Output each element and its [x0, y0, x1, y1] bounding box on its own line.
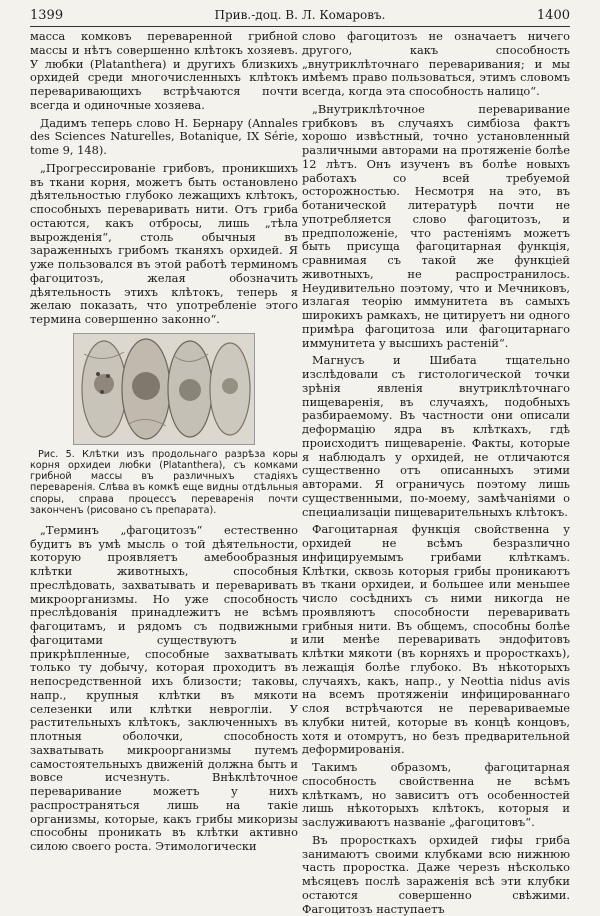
paragraph: „Внутриклѣточное переваривание грибковъ въ случаяхъ симбіоза фактъ хорошо извѣстный, точно установленный различными авторами на протяженіе болѣе 12 лѣтъ. Онъ изученъ въ болѣе новыхъ работахъ со всей требуемой осторожностью. Несмотря на это, въ ботанической литературѣ почти не употребляется слово фагоцитозъ, и предположеніе, что растеніямъ можетъ быть присуща фагоцитарная функція, сравнимая съ такой же функціей животныхъ, не распространилось. Неудивительно поэтому, что и Мечниковъ, излагая теорію иммунитета въ самыхъ широкихъ рамкахъ, не цитируетъ ни одного примѣра фагоцитоза или фагоцитарнаго иммунитета у высшихъ растеній“. [302, 101, 570, 350]
figure-caption: Рис. 5. Клѣтки изъ продольнаго разрѣза коры корня орхидеи любки (Platanthera), съ комками грибной массы въ различныхъ стадіяхъ переваренія. Слѣва въ комкѣ еще видны отдѣльныя споры, справа процессъ переваренія почти законченъ (рисовано съ препарата). [30, 448, 298, 516]
header-title: Прив.-доц. В. Л. Комаровъ. [214, 8, 386, 22]
left-column [30, 29, 298, 854]
paragraph: Такимъ образомъ, фагоцитарная способность свойственна не всѣмъ клѣткамъ, но зависитъ отъ особенностей лишь нѣкоторыхъ клѣтокъ, которыя и заслуживаютъ названіе „фагоцитовъ“. [302, 760, 570, 829]
paragraph: „Терминъ „фагоцитозъ“ естественно будитъ въ умѣ мысль о той дѣятельности, которую проявляетъ амебообразныя клѣтки животныхъ, способныя преслѣдовать, захватывать и переваривать микроорганизмы. Но уже способность преслѣдованія принадлежитъ не всѣмъ фагоцитамъ, и рядомъ съ подвижными фагоцитами существуютъ и прикрѣпленные, способные захватывать только ту добычу, которая проходитъ въ непосредственной ихъ близости; таковы, напр., крупныя клѣтки въ мякоти селезенки или клѣтки невроглiи. У растительныхъ клѣтокъ, заключенныхъ въ плотныя оболочки, способность захватывать микроорганизмы путемъ самостоятельныхъ движеній должна быть и вовсе исчезнуть. Внѣклѣточное переваривание можетъ у нихъ распространяться лишь на такіе организмы, которые, какъ грибы микоризы способны проникать въ клѣтки активно силою своего роста. Этимологически [30, 522, 298, 854]
left-page-number: 1399 [30, 8, 64, 23]
figure [30, 333, 298, 516]
paragraph: Въ проросткахъ орхидей гифы гриба занимаютъ своими клубками всю нижнюю часть проростка. Даже черезъ нѣсколько мѣсяцевъ послѣ зараженія всѣ эти клубки остаются совершенно свѣжими. Фагоцитозъ наступаетъ [302, 832, 570, 916]
paragraph: масса комковъ переваренной грибной массы и нѣтъ совершенно клѣтокъ хозяевъ. У любки (Platanthera) и другихъ близкихъ орхидей среди многочисленныхъ клѣтокъ переваривающихъ встрѣчаются почти всегда и одиночные хозяева. [30, 29, 298, 112]
paragraph: „Прогрессированіе грибовъ, проникшихъ въ ткани корня, можетъ быть остановлено дѣятельностью глубоко лежащихъ клѣтокъ, способныхъ переваривать нити. Отъ гриба остаются, какъ отбросы, лишь „тѣла вырожденія“, столь обычныя въ зараженныхъ грибомъ тканяхъ орхидей. Я уже пользовался въ этой работѣ терминомъ фагоцитозъ, желая обозначить дѣятельность этихъ клѣтокъ, теперь я желаю показать, что употребленіе этого термина совершенно законно“. [30, 160, 298, 326]
paragraph: слово фагоцитозъ не означаетъ ничего другого, какъ способность „внутриклѣточнаго переваривания; и мы имѣемъ право пользоваться, этимъ словомъ всегда, когда эта способность налицо“. [302, 29, 570, 98]
paragraph: Магнусъ и Шибата тщательно изслѣдовали съ гистологической точки зрѣнія явленія внутриклѣточнаго пищеваренія, въ случаяхъ, подобныхъ разбираемому. Въ частности они описали деформацію ядра въ клѣткахъ, гдѣ происходитъ пищевареніе. Факты, которые я наблюдалъ у орхидей, не отличаются существенно отъ описанныхъ этими авторами. Я ограничусь поэтому лишь существенными, по-моему, замѣчаніями о специализаціи пищеварительныхъ клѣтокъ. [302, 353, 570, 519]
right-column [302, 29, 570, 916]
paragraph: Дадимъ теперь слово Н. Бернару (Annales des Sciences Naturelles, Botanique, IX Série, tome 9, 148). [30, 115, 298, 157]
cell-illustration [73, 333, 255, 445]
running-header [30, 8, 570, 27]
right-page-number: 1400 [536, 8, 570, 23]
paragraph: Фагоцитарная функція свойственна у орхидей не всѣмъ безразлично инфицируемымъ грибами клѣткамъ. Клѣтки, сквозь которыя грибы проникаютъ въ ткани орхидеи, и большее или меньшее число сосѣднихъ съ ними никогда не проявляютъ способности переваривать грибныя нити. Въ общемъ, способны болѣе или менѣе переваривать эндофитовъ клѣтки мякоти (въ корняхъ и проросткахъ), лежащія болѣе глубоко. Въ нѣкоторыхъ случаяхъ, какъ, напр., у Neottia nidus avis на всемъ протяженіи инфицированнаго слоя встрѣчаются не перевариваемые клубки нитей, которые въ концѣ концовъ, хотя и отомрутъ, но безъ предварительной деформированія. [302, 522, 570, 757]
